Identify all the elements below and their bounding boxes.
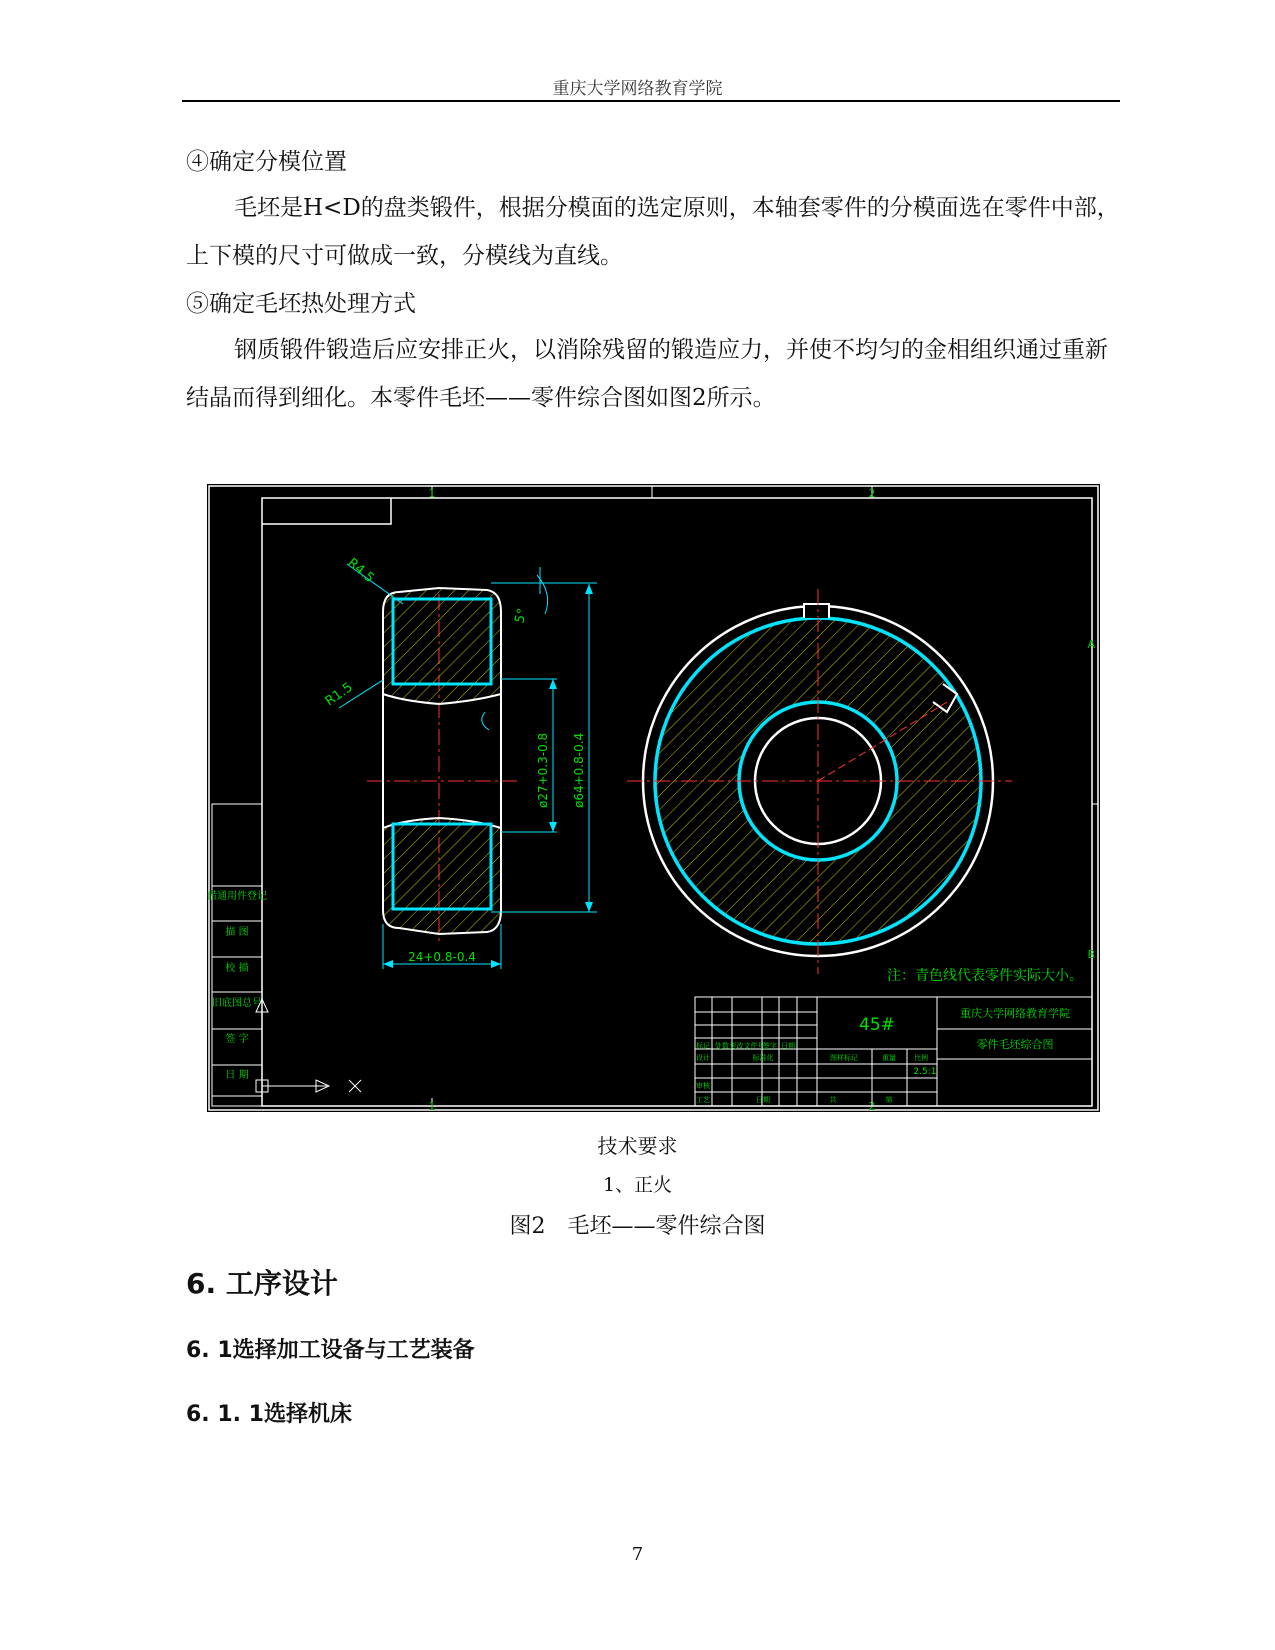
cad-drawing — [207, 484, 1100, 1112]
svg-text:审核: 审核 — [696, 1082, 710, 1090]
svg-text:更改文件号: 更改文件号 — [729, 1042, 765, 1050]
svg-text:日期: 日期 — [781, 1042, 795, 1050]
figure-caption: 图2 毛坯——零件综合图 — [509, 1214, 766, 1239]
drawing-title-label: 零件毛坯综合图 — [976, 1038, 1054, 1051]
svg-text:标准化: 标准化 — [752, 1054, 774, 1062]
scale-label: 2.5:1 — [913, 1067, 937, 1077]
svg-text:重量: 重量 — [882, 1054, 896, 1062]
svg-text:图样标记: 图样标记 — [830, 1054, 858, 1062]
tech-requirements-title: 技术要求 — [597, 1134, 678, 1158]
svg-text:第: 第 — [885, 1096, 893, 1104]
svg-text:签字: 签字 — [763, 1042, 777, 1050]
svg-text:处数: 处数 — [715, 1042, 729, 1050]
svg-text:标记: 标记 — [696, 1042, 710, 1050]
step4-paragraph: 毛坯是H<D的盘类锻件，根据分模面的选定原则，本轴套零件的分模面选在零件中部，上下模的尺寸可做成一致，分模线为直线。 — [186, 195, 1120, 269]
section-heading-6: 6. 工序设计 — [186, 1267, 338, 1300]
school-label: 重庆大学网络教育学院 — [960, 1007, 1070, 1020]
step4-heading: ④确定分模位置 — [186, 149, 347, 175]
svg-text:设计: 设计 — [696, 1054, 710, 1062]
section-heading-6-1-1: 6. 1. 1选择机床 — [186, 1402, 352, 1427]
section-heading-6-1: 6. 1选择加工设备与工艺装备 — [186, 1338, 475, 1363]
page-header: 重庆大学网络教育学院 — [552, 79, 723, 99]
svg-text:共: 共 — [829, 1096, 837, 1104]
page-number: 7 — [631, 1544, 644, 1565]
step5-heading: ⑤确定毛坯热处理方式 — [186, 291, 416, 317]
svg-text:日期: 日期 — [756, 1096, 770, 1104]
tech-requirements-item: 1、正火 — [602, 1174, 673, 1196]
material-label: 45# — [859, 1015, 895, 1035]
svg-text:工艺: 工艺 — [696, 1096, 710, 1104]
svg-text:比例: 比例 — [914, 1054, 928, 1062]
header-rule — [182, 100, 1120, 102]
drawing-note: 注：青色线代表零件实际大小。 — [887, 968, 1083, 984]
step5-paragraph: 钢质锻件锻造后应安排正火，以消除残留的锻造应力，并使不均匀的金相组织通过重新结晶而得到细化。本零件毛坯——零件综合图如图2所示。 — [186, 337, 1108, 411]
